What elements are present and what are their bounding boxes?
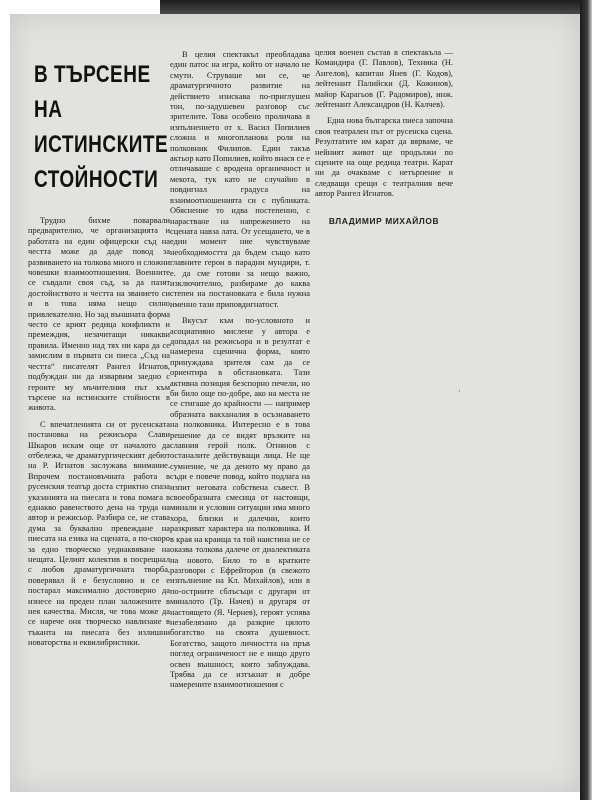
column-1 — [28, 58, 170, 655]
newspaper-page — [10, 14, 580, 792]
paragraph-2: С впечатленията си от русенската постановка на режисьора Слави Шкаров искам още от началото да отбележа, че драматургическият дебют на Р. Игнатов заслужава внимание. Впрочем постановъчната работа в русенския театър доста стриктно спаза указанията на пиесата и това помага в еднакво равенството дена на труда на автор и режисьор. Разбира се, не става дума за буквално превеждане на пиесата на езика на сцената, а по-скоро за едно творческо уеднаквяване на нещата. Целият колектив в посрещнал с любов драматургичната творба, поверявал й е безусловно и се е постарал максимално достоверно да изнесе на преден план заложените в нея качества. Мисля, че това може да се нарече оня творческо навлизане в тъканта на пиесата без излишни новаторства и еквилибристики. — [28, 419, 170, 648]
paragraph-3: В целия спектакъл преобладава един патос на игра, който от начало не смути. Струваше ми се, че драматургичното развитие на действието изискава по-приглушен тон, по-задушевен разговор със зрителите. Това особено проличава в изпълнението от х. Васил Попилиев сложна и многопланова роля на полковник Филипов. Един такъв актьор като Попилиев, който внася се е отличаваше с вродена органичност и мекота, тук като не случайно в повдигнал градуса на взаимоотношенията си с публиката. Обяснение то идва постепенно, с нарастване на напрежението на сцената навза лата. От усещането, че в един момент ние чувствуваме необходимостта да бъдем също като главните герои в парадни мундири, т. е. да сме готови за нещо важно, изключително, разбираме до каква степен на постановката е била нужна именно тази приповдигнатост. — [170, 50, 310, 309]
print-speck: · — [458, 386, 461, 396]
paragraph-6: Една нова българска пиеса започна своя театрален път от русенска сцена. Резултатите им карат да вярваме, че нейният живот ще продължи по сцените на още редица театри. Карат ни да очакваме с нетърпение и следващи срещи с театралния вече автор Рангел Игнатов. — [315, 116, 453, 199]
paragraph-1: Трудно бихме поварвали предварително, че организацията и работата на един офицерски съд на честта може да даде повод за развиването на толкова много и сложни човешки взаимоотношения. Военните се съвдали своя съд, за да пазят достойнството и честта на званието си и в това няма нещо силно привлекателно. Но зад външната форма често се крият редица конфликти и премеждия, незачитащи никакви правила. Именно над тях ни кара да се замислим в първата си пиеса „Съд на честта“ писателят Рангел Игнатов, подбуждан ни да изварвим заедно с героите му мъчителния път към търсене на истинските стойности в живота. — [28, 216, 170, 413]
author-signature: ВЛАДИМИР МИХАЙЛОВ — [328, 215, 440, 226]
title-line-2: НА ИСТИНСКИТЕ — [34, 96, 169, 158]
paragraph-4: Вкусът към по-условното и асоциативно мислене у автора е допадал на режисьора и в резултат е намерена сценична форма, която принуждава зрителя сам да се ориентира в обстановката. Тази активна позиция безспорно печели, но би било още по-добре, ако на места не се стигаше до крайности — например образната вакханалия в осъзнаването на полковника. Интересно е в това решение да се видят връзките на славния герой полк. Огнянов с останалите действуващи лица. Не ще сумнение, че да деното му право да съди е повече повод, който подлага на изпит неговата собствена съвест. В своеобразната смесица от настоящи, минали и условни ситуации има много хора, близки и далечни, които разкриват характера на полковника. И в края на краища та той наистина не се оказва толкова далече от диалектиката на новото. Било то в кратките разговори с Ефрейторов (в свежото изпълнение на Кл. Михайлов), или в по-остриите сблъсъци с другари от миналото (Тр. Начев) и другаря от настоящето (Я. Чернев), героят успява незабелязано да разкрие цялото богатство на своята душевност. Богатство, защото личността на пръв поглед ограниченост не е нищо друго освен външност, която заблуждава. Трябва да се изтъкнат и добре намерените взаимоотношения с — [170, 316, 310, 690]
column-3 — [315, 48, 453, 226]
scan-right-edge — [580, 0, 592, 800]
scan-top-edge — [160, 0, 590, 14]
title-line-3: СТОЙНОСТИ — [34, 166, 159, 193]
article-title — [34, 58, 170, 198]
paragraph-5: целия военен състав в спектакъла — Командира (Г. Павлов), Техника (Н. Ангелов), капитан Янев (Г. Кодов), лейтенант Палийски (Д. Кожинов), майор Карагьов (Г. Радомиров), инж. лейтенант Александров (Н. Калчев). — [315, 48, 453, 110]
title-line-1: В ТЪРСЕНЕ — [34, 61, 151, 88]
column-2 — [170, 50, 310, 697]
